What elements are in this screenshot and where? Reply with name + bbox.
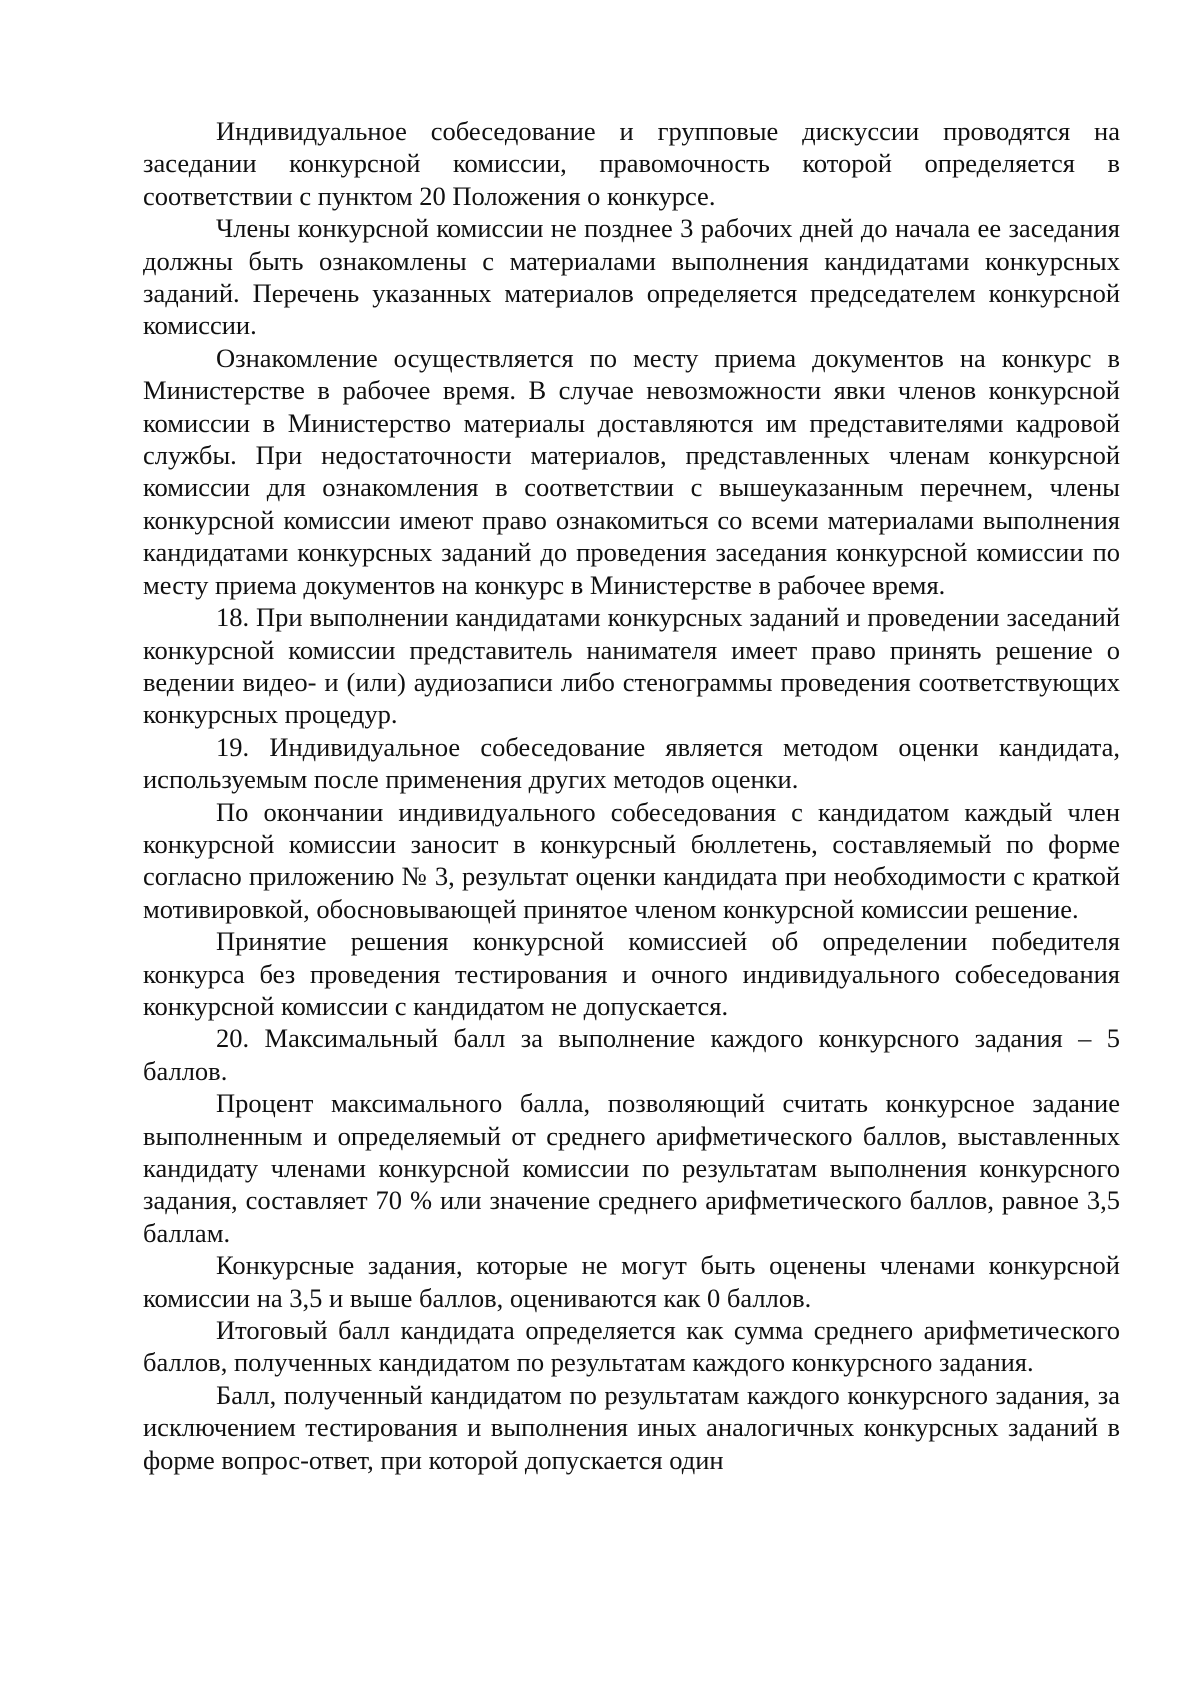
paragraph-item-20: 20. Максимальный балл за выполнение каждого конкурсного задания – 5 баллов. <box>143 1023 1120 1086</box>
paragraph-item-19: 19. Индивидуальное собеседование является методом оценки кандидата, используемым после применения других методов оценки. <box>143 731 1120 795</box>
paragraph-interview-meeting: Индивидуальное собеседование и групповые дискуссии проводятся на заседании конкурсной комиссии, правомочность которой определяется в соответствии с пунктом 20 Положения о конкурсе. <box>143 116 1120 211</box>
paragraph-familiarization-place: Ознакомление осуществляется по месту приема документов на конкурс в Министерстве в рабочее время. В случае невозможности явки членов конкурсной комиссии в Министерство материалы доставляются им представителями кадровой службы. При недостаточности материалов, представленных членам конкурсной комиссии для ознакомления в соответствии с вышеуказанным перечнем, члены конкурсной комиссии имеют право ознакомиться со всеми материалами выполнения кандидатами конкурсных заданий до проведения заседания конкурсной комиссии по месту приема документов на конкурс в Министерстве в рабочее время. <box>143 342 1120 600</box>
paragraph-max-score-percent: Процент максимального балла, позволяющий считать конкурсное задание выполненным и определяемый от среднего арифметического баллов, выставленных кандидату членами конкурсной комиссии по результатам выполнения конкурсного задания, составляет 70 % или значение среднего арифметического баллов, равное 3,5 баллам. <box>143 1088 1120 1248</box>
paragraph-winner-decision: Принятие решения конкурсной комиссией об определении победителя конкурса без проведения тестирования и очного индивидуального собеседования конкурсной комиссии с кандидатом не допускается. <box>143 926 1120 1021</box>
paragraph-zero-score: Конкурсные задания, которые не могут быть оценены членами конкурсной комиссии на 3,5 и выше баллов, оцениваются как 0 баллов. <box>143 1250 1120 1313</box>
paragraph-item-18: 18. При выполнении кандидатами конкурсных заданий и проведении заседаний конкурсной комиссии представитель нанимателя имеет право принять решение о ведении видео- и (или) аудиозаписи либо стенограммы проведения соответствующих конкурсных процедур. <box>143 602 1120 730</box>
document-body <box>143 115 1120 1476</box>
paragraph-total-score: Итоговый балл кандидата определяется как сумма среднего арифметического баллов, полученных кандидатом по результатам каждого конкурсного задания. <box>143 1315 1120 1378</box>
paragraph-score-per-task: Балл, полученный кандидатом по результатам каждого конкурсного задания, за исключением тестирования и выполнения иных аналогичных конкурсных заданий в форме вопрос-ответ, при которой допускается один <box>143 1379 1120 1475</box>
paragraph-ballot: По окончании индивидуального собеседования с кандидатом каждый член конкурсной комиссии заносит в конкурсный бюллетень, составляемый по форме согласно приложению № 3, результат оценки кандидата при необходимости с краткой мотивировкой, обосновывающей принятое членом конкурсной комиссии решение. <box>143 796 1120 924</box>
paragraph-commission-familiarization: Члены конкурсной комиссии не позднее 3 рабочих дней до начала ее заседания должны быть ознакомлены с материалами выполнения кандидатами конкурсных заданий. Перечень указанных материалов определяется председателем конкурсной комиссии. <box>143 213 1120 341</box>
